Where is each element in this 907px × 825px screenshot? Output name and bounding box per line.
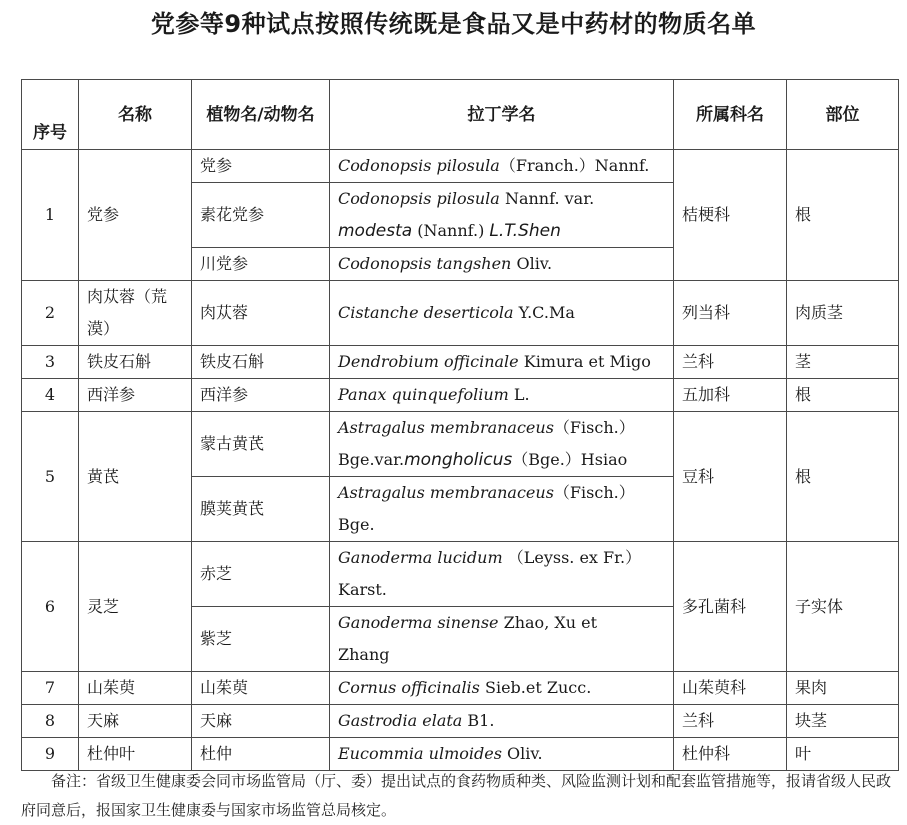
species-cell: 杜仲 — [192, 738, 330, 771]
latin-cell — [330, 542, 674, 607]
latin-genus: Cistanche deserticola — [338, 303, 514, 322]
species-cell: 蒙古黄芪 — [192, 412, 330, 477]
family-cell: 山茱萸科 — [674, 672, 787, 705]
latin-author: L. — [513, 385, 530, 404]
latin-author: Nannf. var. — [504, 189, 595, 208]
latin-cell — [330, 183, 674, 248]
header-part: 部位 — [787, 80, 899, 150]
table-row — [22, 346, 899, 379]
part-cell: 果肉 — [787, 672, 899, 705]
family-cell: 列当科 — [674, 281, 787, 346]
name-cell: 肉苁蓉（荒漠） — [79, 281, 192, 346]
latin-genus: Cornus officinalis — [338, 678, 480, 697]
latin-author: （Franch.）Nannf. — [499, 156, 650, 175]
seq-cell: 7 — [22, 672, 79, 705]
latin-cell — [330, 705, 674, 738]
seq-cell: 5 — [22, 412, 79, 542]
part-cell: 根 — [787, 150, 899, 281]
latin-cell — [330, 738, 674, 771]
species-cell: 赤芝 — [192, 542, 330, 607]
species-cell: 肉苁蓉 — [192, 281, 330, 346]
part-cell: 肉质茎 — [787, 281, 899, 346]
latin-author: Oliv. — [507, 744, 543, 763]
table-row — [22, 705, 899, 738]
species-cell: 山茱萸 — [192, 672, 330, 705]
family-cell: 桔梗科 — [674, 150, 787, 281]
latin-author: Sieb.et Zucc. — [484, 678, 592, 697]
species-cell: 党参 — [192, 150, 330, 183]
seq-cell: 6 — [22, 542, 79, 672]
name-cell: 天麻 — [79, 705, 192, 738]
table-row — [22, 412, 899, 477]
latin-cell — [330, 281, 674, 346]
part-cell: 根 — [787, 379, 899, 412]
header-species: 植物名/动物名 — [192, 80, 330, 150]
seq-cell: 2 — [22, 281, 79, 346]
name-cell: 西洋参 — [79, 379, 192, 412]
family-cell: 多孔菌科 — [674, 542, 787, 672]
name-cell: 灵芝 — [79, 542, 192, 672]
latin-author: L.T.Shen — [489, 221, 561, 241]
latin-author: Zhao, Xu et — [503, 613, 598, 632]
latin-author: (Nannf.) — [417, 221, 485, 240]
family-cell: 五加科 — [674, 379, 787, 412]
footnote: 备注：省级卫生健康委会同市场监管局（厅、委）提出试点的食药物质种类、风险监测计划和配套监管措施等，报请省级人民政府同意后，报国家卫生健康委与国家市场监管总局核定。 — [21, 772, 892, 819]
table-row — [22, 150, 899, 183]
part-cell: 茎 — [787, 346, 899, 379]
latin-genus: Dendrobium officinale — [338, 352, 519, 371]
latin-author: Bge.var. — [338, 450, 405, 469]
table-row — [22, 738, 899, 771]
latin-author: Zhang — [338, 645, 390, 664]
latin-author: （Fisch.） — [553, 483, 635, 502]
latin-author: Bge. — [338, 515, 375, 534]
latin-cell — [330, 346, 674, 379]
latin-author: （Fisch.） — [553, 418, 635, 437]
species-cell: 素花党参 — [192, 183, 330, 248]
latin-genus: Ganoderma sinense — [338, 613, 499, 632]
latin-cell — [330, 477, 674, 542]
header-seq: 序号 — [22, 80, 79, 150]
latin-author: Oliv. — [516, 254, 553, 273]
latin-genus: Codonopsis pilosula — [338, 189, 500, 208]
species-cell: 川党参 — [192, 248, 330, 281]
header-family: 所属科名 — [674, 80, 787, 150]
header-name: 名称 — [79, 80, 192, 150]
substance-table — [21, 79, 899, 771]
species-cell: 紫芝 — [192, 607, 330, 672]
seq-cell: 1 — [22, 150, 79, 281]
table-row — [22, 672, 899, 705]
latin-author: Karst. — [338, 580, 387, 599]
part-cell: 根 — [787, 412, 899, 542]
latin-author: （Bge.）Hsiao — [512, 450, 628, 469]
header-latin: 拉丁学名 — [330, 80, 674, 150]
latin-genus: Panax quinquefolium — [338, 385, 509, 404]
family-cell: 兰科 — [674, 346, 787, 379]
latin-cell — [330, 248, 674, 281]
part-cell: 叶 — [787, 738, 899, 771]
name-cell: 杜仲叶 — [79, 738, 192, 771]
latin-genus: Astragalus membranaceus — [338, 418, 554, 437]
part-cell: 子实体 — [787, 542, 899, 672]
species-cell: 膜荚黄芪 — [192, 477, 330, 542]
seq-cell: 3 — [22, 346, 79, 379]
latin-genus: Gastrodia elata — [338, 711, 463, 730]
latin-cell — [330, 379, 674, 412]
table-header-row — [22, 80, 899, 150]
family-cell: 杜仲科 — [674, 738, 787, 771]
name-cell: 党参 — [79, 150, 192, 281]
species-cell: 铁皮石斛 — [192, 346, 330, 379]
latin-variety: mongholicus — [404, 450, 513, 470]
latin-author: Kimura et Migo — [523, 352, 651, 371]
latin-genus: Astragalus membranaceus — [338, 483, 554, 502]
species-cell: 天麻 — [192, 705, 330, 738]
table-row — [22, 379, 899, 412]
latin-genus: Codonopsis pilosula — [338, 156, 500, 175]
latin-genus: Ganoderma lucidum — [338, 548, 503, 567]
part-cell: 块茎 — [787, 705, 899, 738]
table-row — [22, 542, 899, 607]
page-title: 党参等9种试点按照传统既是食品又是中药材的物质名单 — [150, 10, 757, 38]
name-cell: 黄芪 — [79, 412, 192, 542]
name-cell: 铁皮石斛 — [79, 346, 192, 379]
latin-genus: Eucommia ulmoides — [338, 744, 502, 763]
table-row — [22, 281, 899, 346]
latin-cell — [330, 150, 674, 183]
latin-author: （Leyss. ex Fr.） — [507, 548, 642, 567]
family-cell: 兰科 — [674, 705, 787, 738]
latin-cell — [330, 412, 674, 477]
species-cell: 西洋参 — [192, 379, 330, 412]
latin-author: Y.C.Ma — [518, 303, 575, 322]
latin-variety: modesta — [338, 221, 413, 241]
latin-author: B1. — [467, 711, 495, 730]
family-cell: 豆科 — [674, 412, 787, 542]
seq-cell: 9 — [22, 738, 79, 771]
latin-cell — [330, 607, 674, 672]
seq-cell: 4 — [22, 379, 79, 412]
name-cell: 山茱萸 — [79, 672, 192, 705]
latin-genus: Codonopsis tangshen — [338, 254, 512, 273]
seq-cell: 8 — [22, 705, 79, 738]
latin-cell — [330, 672, 674, 705]
